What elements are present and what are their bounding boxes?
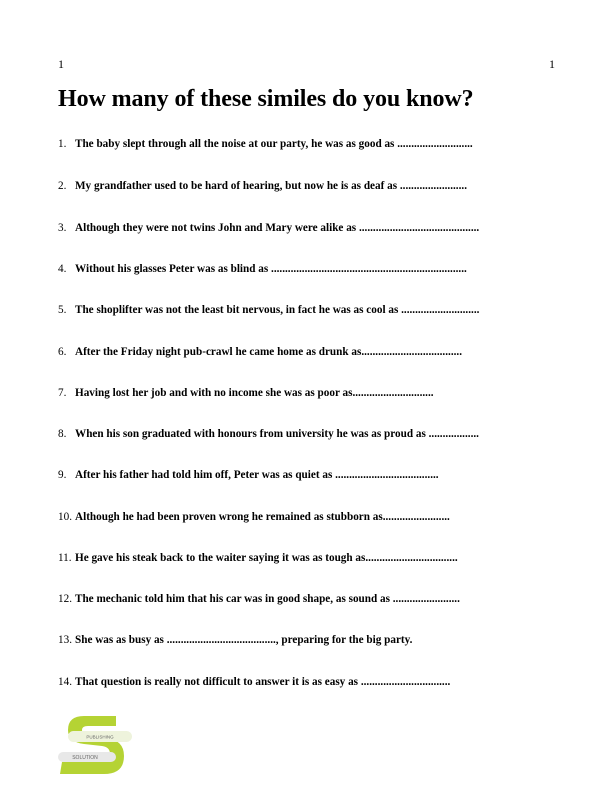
list-item [58, 346, 462, 358]
item-text: Having lost her job and with no income she was as poor as............................. [75, 387, 434, 399]
item-text: She was as busy as ......................................., preparing for the big party. [75, 634, 413, 646]
list-item [58, 552, 458, 564]
list-item [58, 634, 412, 646]
page-number-left: 1 [58, 57, 64, 71]
item-number: 11. [58, 552, 72, 564]
list-item [58, 263, 467, 275]
list-item [58, 428, 479, 440]
item-text: Although they were not twins John and Mary were alike as ........................................... [75, 222, 480, 234]
item-number: 8. [58, 428, 67, 440]
logo-text-bottom: SOLUTION [72, 755, 98, 761]
item-text: After his father had told him off, Peter was as quiet as ..................................... [75, 469, 439, 481]
list-item [58, 222, 479, 234]
list-item [58, 676, 450, 688]
item-text: That question is really not difficult to answer it is as easy as ................................ [75, 676, 451, 688]
item-text: The mechanic told him that his car was in good shape, as sound as ........................ [75, 593, 460, 605]
item-text: The baby slept through all the noise at our party, he was as good as ........................... [75, 138, 473, 150]
item-number: 14. [58, 676, 72, 688]
list-item [58, 387, 434, 399]
item-text: When his son graduated with honours from university he was as proud as .................. [75, 428, 479, 440]
item-text: Although he had been proven wrong he remained as stubborn as........................ [75, 511, 450, 523]
item-number: 4. [58, 263, 67, 275]
item-text: After the Friday night pub-crawl he came home as drunk as.................................... [75, 346, 463, 358]
list-item [58, 304, 479, 316]
list-item [58, 511, 450, 523]
item-number: 10. [58, 511, 72, 523]
list-item [58, 138, 473, 150]
logo-text-top: PUBLISHING [86, 734, 114, 740]
page-title: How many of these similes do you know? [58, 86, 474, 112]
list-item [58, 180, 467, 192]
publisher-logo [58, 714, 138, 776]
item-number: 13. [58, 634, 72, 646]
item-number: 3. [58, 222, 67, 234]
list-item [58, 469, 439, 481]
logo-s-shape [60, 716, 124, 774]
list-item [58, 593, 460, 605]
page-number-right: 1 [549, 57, 555, 71]
item-text: Without his glasses Peter was as blind as ...................................................................... [75, 263, 467, 275]
item-number: 12. [58, 593, 72, 605]
item-text: The shoplifter was not the least bit nervous, in fact he was as cool as ............................ [75, 304, 480, 316]
item-text: He gave his steak back to the waiter saying it was as tough as................................. [75, 552, 458, 564]
item-number: 7. [58, 387, 67, 399]
item-number: 5. [58, 304, 67, 316]
item-number: 2. [58, 180, 67, 192]
item-number: 6. [58, 346, 67, 358]
item-number: 9. [58, 469, 67, 481]
item-text: My grandfather used to be hard of hearing, but now he is as deaf as ........................ [75, 180, 467, 192]
item-number: 1. [58, 138, 67, 150]
